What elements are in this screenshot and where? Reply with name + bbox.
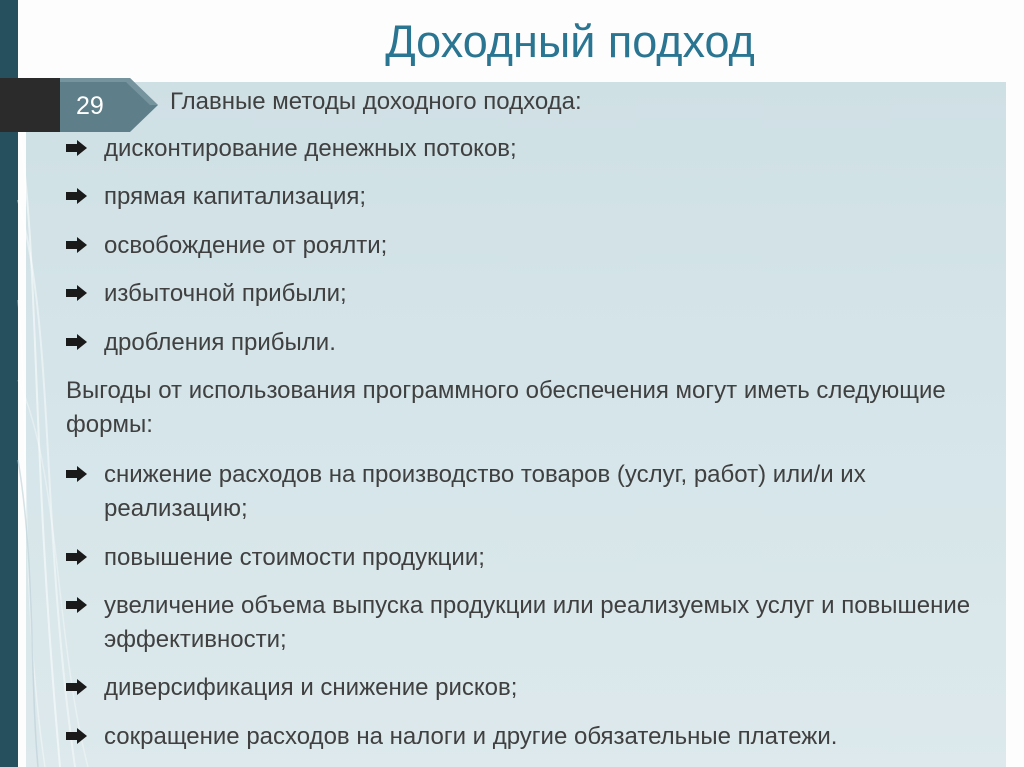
arrow-right-bullet-icon bbox=[66, 549, 88, 565]
benefits-intro: Выгоды от использования программного обеспечения могут иметь следующие формы: bbox=[66, 377, 946, 438]
list-item bbox=[66, 720, 996, 754]
list-item-text: прямая капитализация; bbox=[104, 183, 367, 210]
list-item-text: сокращение расходов на налоги и другие обязательные платежи. bbox=[104, 723, 838, 750]
list-item bbox=[66, 326, 996, 360]
arrow-right-bullet-icon bbox=[66, 597, 88, 613]
list-item-text: повышение стоимости продукции; bbox=[104, 544, 485, 571]
methods-heading: Главные методы доходного подхода: bbox=[170, 88, 582, 115]
list-item bbox=[66, 541, 996, 575]
list-item bbox=[66, 589, 996, 657]
list-item-text: дробления прибыли. bbox=[104, 329, 336, 356]
list-item bbox=[66, 132, 996, 166]
arrow-right-bullet-icon bbox=[66, 334, 88, 350]
list-item bbox=[66, 277, 996, 311]
arrow-right-bullet-icon bbox=[66, 679, 88, 695]
arrow-right-bullet-icon bbox=[66, 728, 88, 744]
list-item-text: дисконтирование денежных потоков; bbox=[104, 135, 517, 162]
arrow-right-bullet-icon bbox=[66, 188, 88, 204]
list-item-text: снижение расходов на производство товаров (услуг, работ) или/и их реализацию; bbox=[104, 461, 866, 522]
list-item bbox=[66, 229, 996, 263]
slide-number-tab bbox=[60, 78, 158, 132]
list-item bbox=[66, 458, 996, 526]
arrow-right-bullet-icon bbox=[66, 285, 88, 301]
list-item-text: освобождение от роялти; bbox=[104, 232, 388, 259]
slide-number-band bbox=[0, 78, 60, 132]
arrow-right-bullet-icon bbox=[66, 237, 88, 253]
list-item-text: диверсификация и снижение рисков; bbox=[104, 674, 518, 701]
arrow-right-bullet-icon bbox=[66, 140, 88, 156]
arrow-right-bullet-icon bbox=[66, 466, 88, 482]
list-item bbox=[66, 180, 996, 214]
list-item-text: увеличение объема выпуска продукции или реализуемых услуг и повышение эффективности; bbox=[104, 592, 971, 653]
list-item bbox=[66, 671, 996, 705]
slide-title: Доходный подход bbox=[385, 16, 755, 67]
list-item-text: избыточной прибыли; bbox=[104, 280, 347, 307]
slide-number: 29 bbox=[76, 92, 104, 120]
